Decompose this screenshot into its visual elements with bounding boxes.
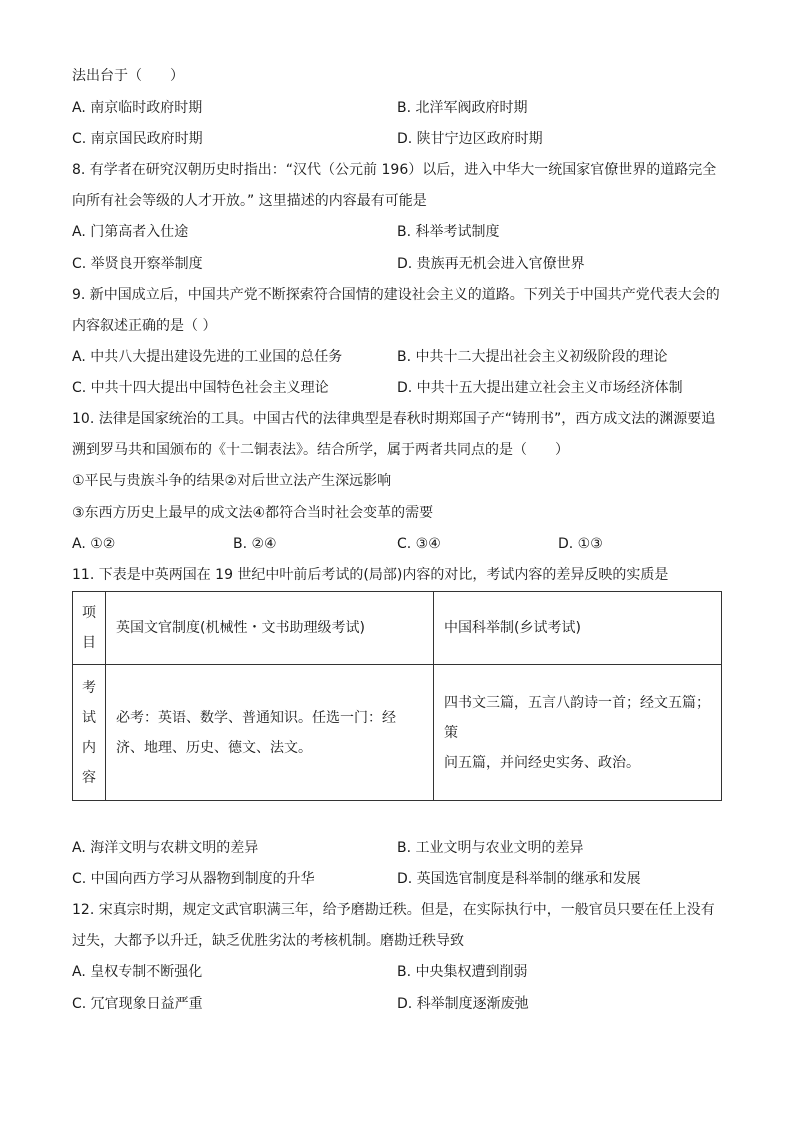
q11-option-a[interactable]: A. 海洋文明与农耕文明的差异 [72, 840, 259, 856]
table-content-row [73, 665, 722, 801]
q10-option-c[interactable]: C. ③④ [397, 536, 441, 552]
q8-stem-line2: 向所有社会等级的人才开放。” 这里描述的内容最有可能是 [72, 193, 427, 209]
q9-option-c[interactable]: C. 中共十四大提出中国特色社会主义理论 [72, 380, 329, 396]
q10-stem-line1: 10. 法律是国家统治的工具。中国古代的法律典型是春秋时期郑国子产“铸刑书”，西方成文法的渊源要追 [72, 411, 716, 427]
q7-option-c[interactable]: C. 南京国民政府时期 [72, 131, 203, 147]
q9-option-a[interactable]: A. 中共八大提出建设先进的工业国的总任务 [72, 349, 343, 365]
table-header-row [73, 592, 722, 665]
q12-option-b[interactable]: B. 中央集权遭到削弱 [397, 964, 528, 980]
row-item-cell: 考 试 内 容 [73, 665, 106, 801]
row-cn-cell: 四书文三篇，五言八韵诗一首；经文五篇；策 问五篇，并问经史实务、政治。 [434, 665, 722, 801]
q10-statement-line4: ③东西方历史上最早的成文法④都符合当时社会变革的需要 [72, 505, 434, 521]
header-uk-cell: 英国文官制度(机械性・文书助理级考试) [106, 592, 434, 665]
q10-statement-line3: ①平民与贵族斗争的结果②对后世立法产生深远影响 [72, 473, 392, 489]
q10-option-a[interactable]: A. ①② [72, 536, 116, 552]
q9-option-d[interactable]: D. 中共十五大提出建立社会主义市场经济体制 [397, 380, 683, 396]
q7-option-d[interactable]: D. 陕甘宁边区政府时期 [397, 131, 543, 147]
q12-option-d[interactable]: D. 科举制度逐渐废弛 [397, 996, 529, 1012]
q11-stem-line1: 11. 下表是中英两国在 19 世纪中叶前后考试的(局部)内容的对比，考试内容的差异反映的实质是 [72, 567, 669, 583]
q12-stem-line1: 12. 宋真宗时期，规定文武官职满三年，给予磨勘迁秩。但是，在实际执行中，一般官员只要在任上没有 [72, 902, 715, 918]
header-cn-cell: 中国科举制(乡试考试) [434, 592, 722, 665]
q8-option-a[interactable]: A. 门第高者入仕途 [72, 224, 189, 240]
q9-stem-line1: 9. 新中国成立后，中国共产党不断探索符合国情的建设社会主义的道路。下列关于中国共产党代表大会的 [72, 287, 720, 303]
row-uk-cell: 必考：英语、数学、普通知识。任选一门：经 济、地理、历史、德文、法文。 [106, 665, 434, 801]
q8-option-b[interactable]: B. 科举考试制度 [397, 224, 500, 240]
q11-option-d[interactable]: D. 英国选官制度是科举制的继承和发展 [397, 871, 641, 887]
q11-option-c[interactable]: C. 中国向西方学习从器物到制度的升华 [72, 871, 315, 887]
q8-stem-line1: 8. 有学者在研究汉朝历史时指出：“汉代（公元前 196）以后，进入中华大一统国家官僚世界的道路完全 [72, 162, 717, 178]
q7-option-a[interactable]: A. 南京临时政府时期 [72, 100, 203, 116]
q10-option-d[interactable]: D. ①③ [558, 536, 603, 552]
q9-stem-line2: 内容叙述正确的是（ ） [72, 318, 217, 334]
q12-stem-line2: 过失，大都予以升迁，缺乏优胜劣汰的考核机制。磨勘迁秩导致 [72, 933, 464, 949]
q10-stem-line2: 溯到罗马共和国颁布的《十二铜表法》。结合所学，属于两者共同点的是（ ） [72, 442, 569, 458]
q8-option-c[interactable]: C. 举贤良开察举制度 [72, 256, 203, 272]
q12-option-c[interactable]: C. 冗官现象日益严重 [72, 996, 203, 1012]
q8-option-d[interactable]: D. 贵族再无机会进入官僚世界 [397, 256, 585, 272]
q10-option-b[interactable]: B. ②④ [233, 536, 277, 552]
q7-stem-tail: 法出台于（ ） [72, 68, 184, 84]
comparison-table [72, 591, 722, 801]
q11-option-b[interactable]: B. 工业文明与农业文明的差异 [397, 840, 584, 856]
q9-option-b[interactable]: B. 中共十二大提出社会主义初级阶段的理论 [397, 349, 668, 365]
q12-option-a[interactable]: A. 皇权专制不断强化 [72, 964, 203, 980]
header-item-cell: 项 目 [73, 592, 106, 665]
q7-option-b[interactable]: B. 北洋军阀政府时期 [397, 100, 528, 116]
